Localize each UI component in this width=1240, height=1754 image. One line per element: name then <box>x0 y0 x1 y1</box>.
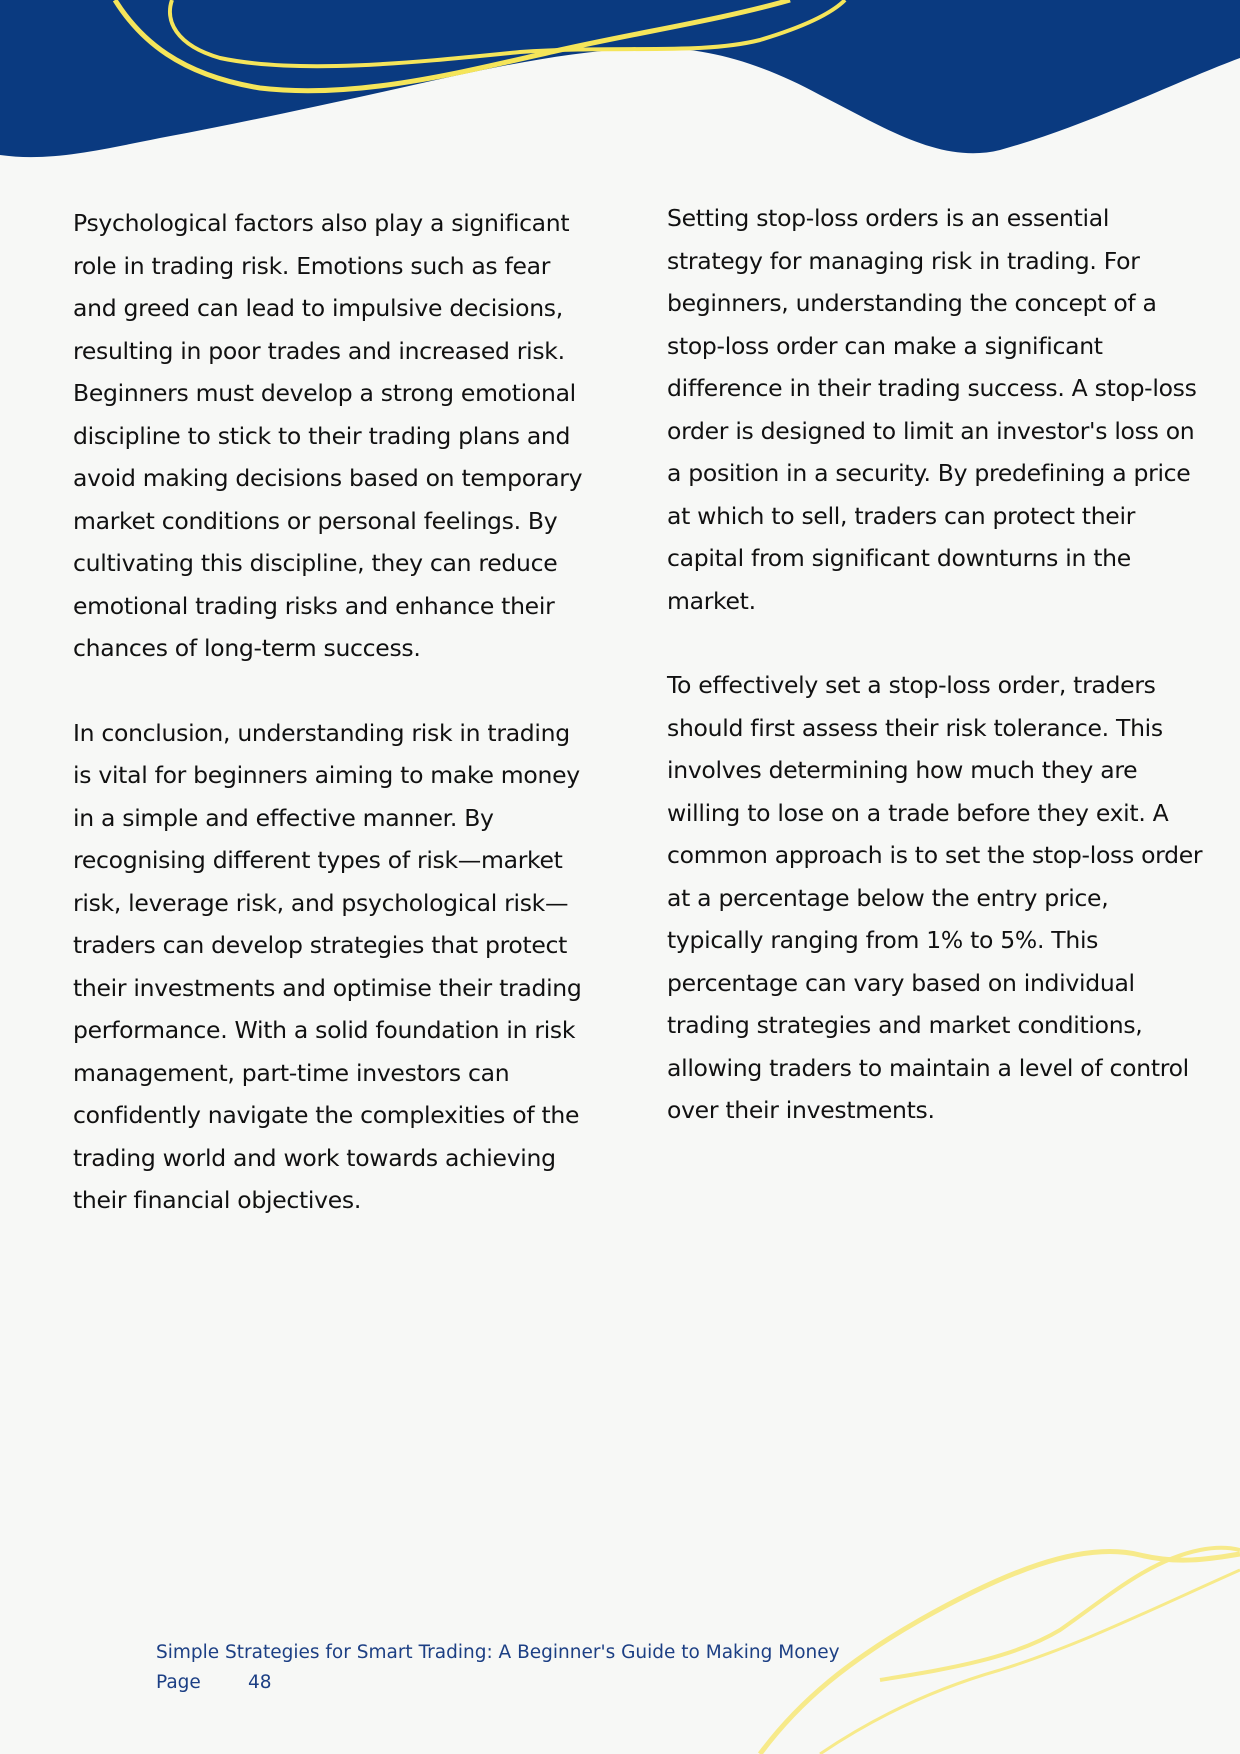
footer-page-number: 48 <box>248 1672 272 1693</box>
page-footer <box>156 1638 840 1698</box>
footer-book-title: Simple Strategies for Smart Trading: A Beginner's Guide to Making Money <box>156 1642 840 1663</box>
header-wave-shape <box>0 0 1240 157</box>
right-text-column <box>667 197 1207 1132</box>
footer-page-label: Page <box>156 1672 201 1693</box>
footer-yellow-curve-3 <box>820 1570 1240 1754</box>
paragraph-psychological-factors: Psychological factors also play a significant role in trading risk. Emotions such as fear and greed can lead to impulsive decisions, resulting in poor trades and increased risk. Beginners must develop a strong emotional discipline to stick to their trading plans and avoid making decisions based on temporary market conditions or personal feelings. By cultivating this discipline, they can reduce emotional trading risks and enhance their chances of long-term success. <box>73 209 583 662</box>
paragraph-stop-loss-intro: Setting stop-loss orders is an essential strategy for managing risk in trading. For beginners, understanding the concept of a stop-loss order can make a significant difference in their trading success. A stop-loss order is designed to limit an investor's loss on a position in a security. By predefining a price at which to sell, traders can protect their capital from significant downturns in the market. <box>667 204 1197 615</box>
footer-page-line <box>156 1668 840 1698</box>
left-text-column <box>73 202 593 1222</box>
header-wave-decoration <box>0 0 1240 200</box>
paragraph-stop-loss-setting: To effectively set a stop-loss order, traders should first assess their risk tolerance. This involves determining how much they are willing to lose on a trade before they exit. A common approach is to set the stop-loss order at a percentage below the entry price, typically ranging from 1% to 5%. This percentage can vary based on individual trading strategies and market conditions, allowing traders to maintain a level of control over their investments. <box>667 671 1203 1124</box>
footer-yellow-curve-2 <box>880 1548 1240 1680</box>
paragraph-conclusion: In conclusion, understanding risk in trading is vital for beginners aiming to make money in a simple and effective manner. By recognising different types of risk—market risk, leverage risk, and psychological risk—traders can develop strategies that protect their investments and optimise their trading performance. With a solid foundation in risk management, part-time investors can confidently navigate the complexities of the trading world and work towards achieving their financial objectives. <box>73 718 582 1214</box>
